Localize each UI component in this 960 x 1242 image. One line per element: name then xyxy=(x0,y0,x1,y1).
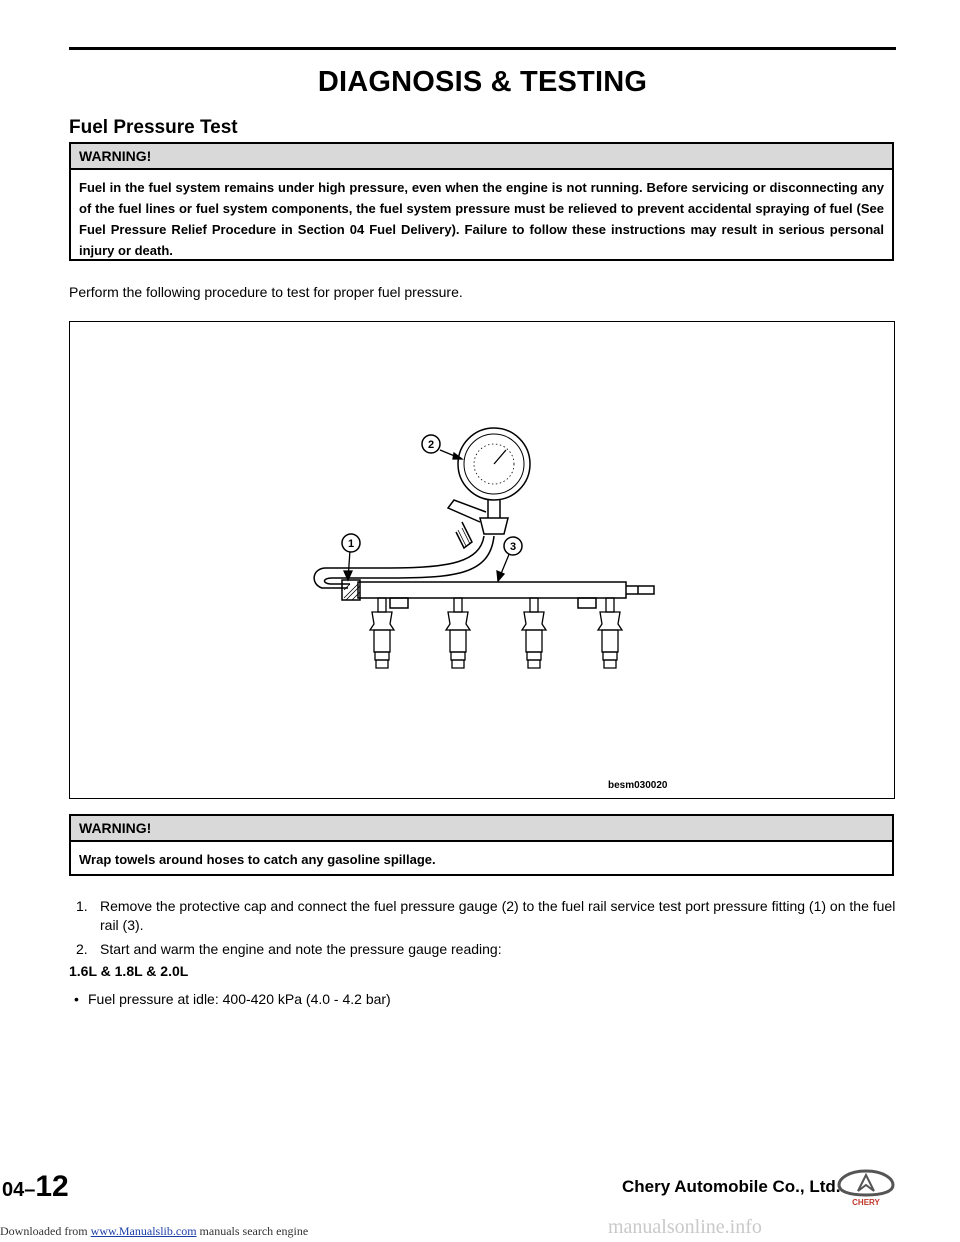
procedure-steps xyxy=(76,897,896,964)
company-name: Chery Automobile Co., Ltd. xyxy=(622,1177,841,1196)
spec-item xyxy=(74,991,391,1007)
callout-2: 2 xyxy=(427,439,435,451)
download-note: Downloaded from www.Manualslib.com manuals search engine xyxy=(0,1224,309,1238)
step-number: 2. xyxy=(76,941,88,957)
bullet-icon: • xyxy=(74,991,79,1007)
fuel-rail-illustration xyxy=(69,321,895,799)
injector-3 xyxy=(522,598,546,668)
warning-box-spillage xyxy=(69,814,894,876)
warning-text: Fuel in the fuel system remains under high pressure, even when the engine is not running. Before servicing or disconnecting any of the fuel lines or fuel system components, the fuel system pressure must be relieved to prevent accidental spraying of fuel (See Fuel Pressure Relief Procedure in Section 04 Fuel Delivery). Failure to follow these instructions may result in serious personal injury or death. xyxy=(79,180,884,258)
watermark: manualsonline.info xyxy=(608,1216,762,1238)
warning-label: WARNING! xyxy=(71,816,892,842)
callout-1: 1 xyxy=(347,538,355,550)
callout-3: 3 xyxy=(509,541,517,553)
page-number: 04–12 xyxy=(2,1170,69,1203)
logo-wordmark: CHERY xyxy=(852,1198,880,1207)
warning-label: WARNING! xyxy=(71,144,892,170)
step-text: Start and warm the engine and note the pressure gauge reading: xyxy=(100,941,502,957)
section-title: Fuel Pressure Test xyxy=(69,117,238,138)
spec-text: Fuel pressure at idle: 400-420 kPa (4.0 - 4.2 bar) xyxy=(88,991,391,1007)
engine-spec-heading: 1.6L & 1.8L & 2.0L xyxy=(69,963,189,979)
warning-box-fuel-pressure xyxy=(69,142,894,261)
fuel-gauge-diagram xyxy=(70,322,896,800)
page-title: DIAGNOSIS & TESTING xyxy=(317,66,648,98)
warning-text: Wrap towels around hoses to catch any gasoline spillage. xyxy=(79,852,436,867)
manualslib-link[interactable]: www.Manualslib.com xyxy=(90,1224,197,1238)
injector-4 xyxy=(598,598,622,668)
step-text: Remove the protective cap and connect the fuel pressure gauge (2) to the fuel rail service test port pressure fitting (1) on the fuel rail (3). xyxy=(100,898,896,933)
step-number: 1. xyxy=(76,898,88,914)
list-item xyxy=(76,897,896,935)
chery-logo-icon xyxy=(836,1167,896,1207)
figure-id: besm030020 xyxy=(608,780,668,791)
injector-2 xyxy=(446,598,470,668)
top-rule xyxy=(69,47,896,50)
intro-paragraph: Perform the following procedure to test for proper fuel pressure. xyxy=(69,284,463,300)
list-item xyxy=(76,940,896,959)
